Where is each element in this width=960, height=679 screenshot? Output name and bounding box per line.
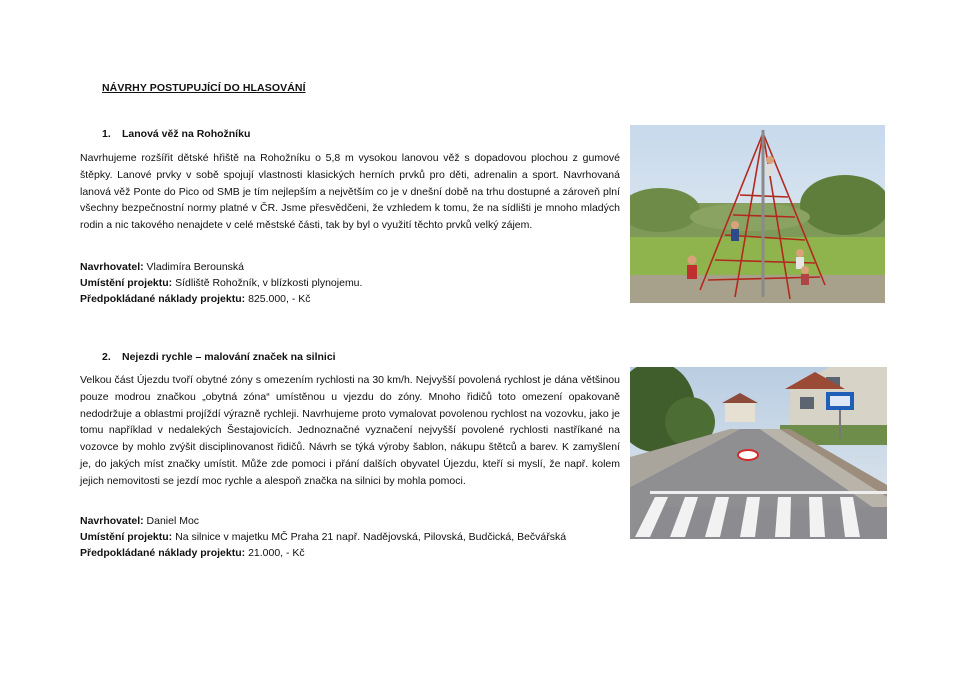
street-image [630,367,887,539]
street-marking-photo [630,367,887,539]
project-2-title-text: Nejezdi rychle – malování značek na silnici [122,351,336,363]
project-1-location: Sídliště Rohožník, v blízkosti plynojemu. [175,277,363,290]
project-1-title [102,128,250,140]
project-1-details [80,259,362,308]
project-2-cost: 21.000, - Kč [248,547,305,560]
project-1-proposer: Vladimíra Berounská [146,261,244,273]
project-1-proposer-row: Navrhovatel: Vladimíra Berounská [80,261,244,273]
project-2-details [80,513,566,562]
project-1-description: Navrhujeme rozšířit dětské hřiště na Rohožníku o 5,8 m vysokou lanovou věž s dopadovou plochou z gumové štěpky. Lanové prvky v sobě spojují vlastnosti klasických herních prvků pro děti, adrenalin a sport. Navrhovaná lanová věž Ponte do Pico od SMB je tím nejlepším a největším co je v dnešní době na trhu dostupné a zároveň plní všechny bezpečnostní normy platné v ČR. Jsme přesvědčeni, že vzhledem k tomu, že na sídlišti je mnoho mladých rodin a nic takového nenajdete v celé městské části, tak by byl o využití těchto prvků velký zájem. [80,152,620,232]
rope-tower-image [630,125,885,303]
rope-tower-photo [630,125,885,303]
project-1-cost: 825.000, - Kč [248,293,311,306]
project-2-description: Velkou část Újezdu tvoří obytné zóny s omezením rychlosti na 30 km/h. Nejvyšší povolená rychlost je dána většinou pouze modrou značkou „obytná zóna“ umístěnou u vjezdu do zóny. Mnoho řidičů toto omezení opakovaně nedodržuje a oblastmi projíždí výrazně rychleji. Navrhujeme proto vymalovat povolenou rychlost na vozovku, jako je tomu například v nedalekých Šestajovicích. Jednoznačné vyznačení nejvyšší povolené rychlosti nastříkané na vozovce by mohlo zvýšit disciplinovanost řidičů. Návrh se týká výroby šablon, nákupu štětců a barev. K zamyšlení je, do jakých míst značky umístit. Může zde pomoci i přání dalších obyvatel Újezdu, kteří si myslí, že např. kolem jejich nemovitosti se jezdí moc rychle a alespoň značka na silnici by mohla pomoci. [80,374,620,487]
project-2-proposer: Daniel Moc [146,515,200,527]
project-2-proposer-row: Navrhovatel: Daniel Moc [80,515,200,527]
project-1-number: 1. [102,128,111,140]
project-2-location: Na silnice v majetku MČ Praha 21 např. Nadějovská, Pilovská, Budčická, Bečvářská [175,531,567,544]
project-1-title-text: Lanová věž na Rohožníku [122,128,251,140]
project-2-location-row: Umístění projektu: Na silnice v majetku MČ Praha 21 např. Nadějovská, Pilovská, Budčická, Bečvářská [80,531,567,544]
project-2-number: 2. [102,351,111,363]
project-2-title [102,351,336,363]
page-heading: NÁVRHY POSTUPUJÍCÍ DO HLASOVÁNÍ [102,82,306,94]
project-1-location-row: Umístění projektu: Sídliště Rohožník, v blízkosti plynojemu. [80,277,363,290]
project-1-cost-row: Předpokládané náklady projektu: 825.000, - Kč [80,293,311,306]
project-2-cost-row: Předpokládané náklady projektu: 21.000, - Kč [80,547,305,560]
